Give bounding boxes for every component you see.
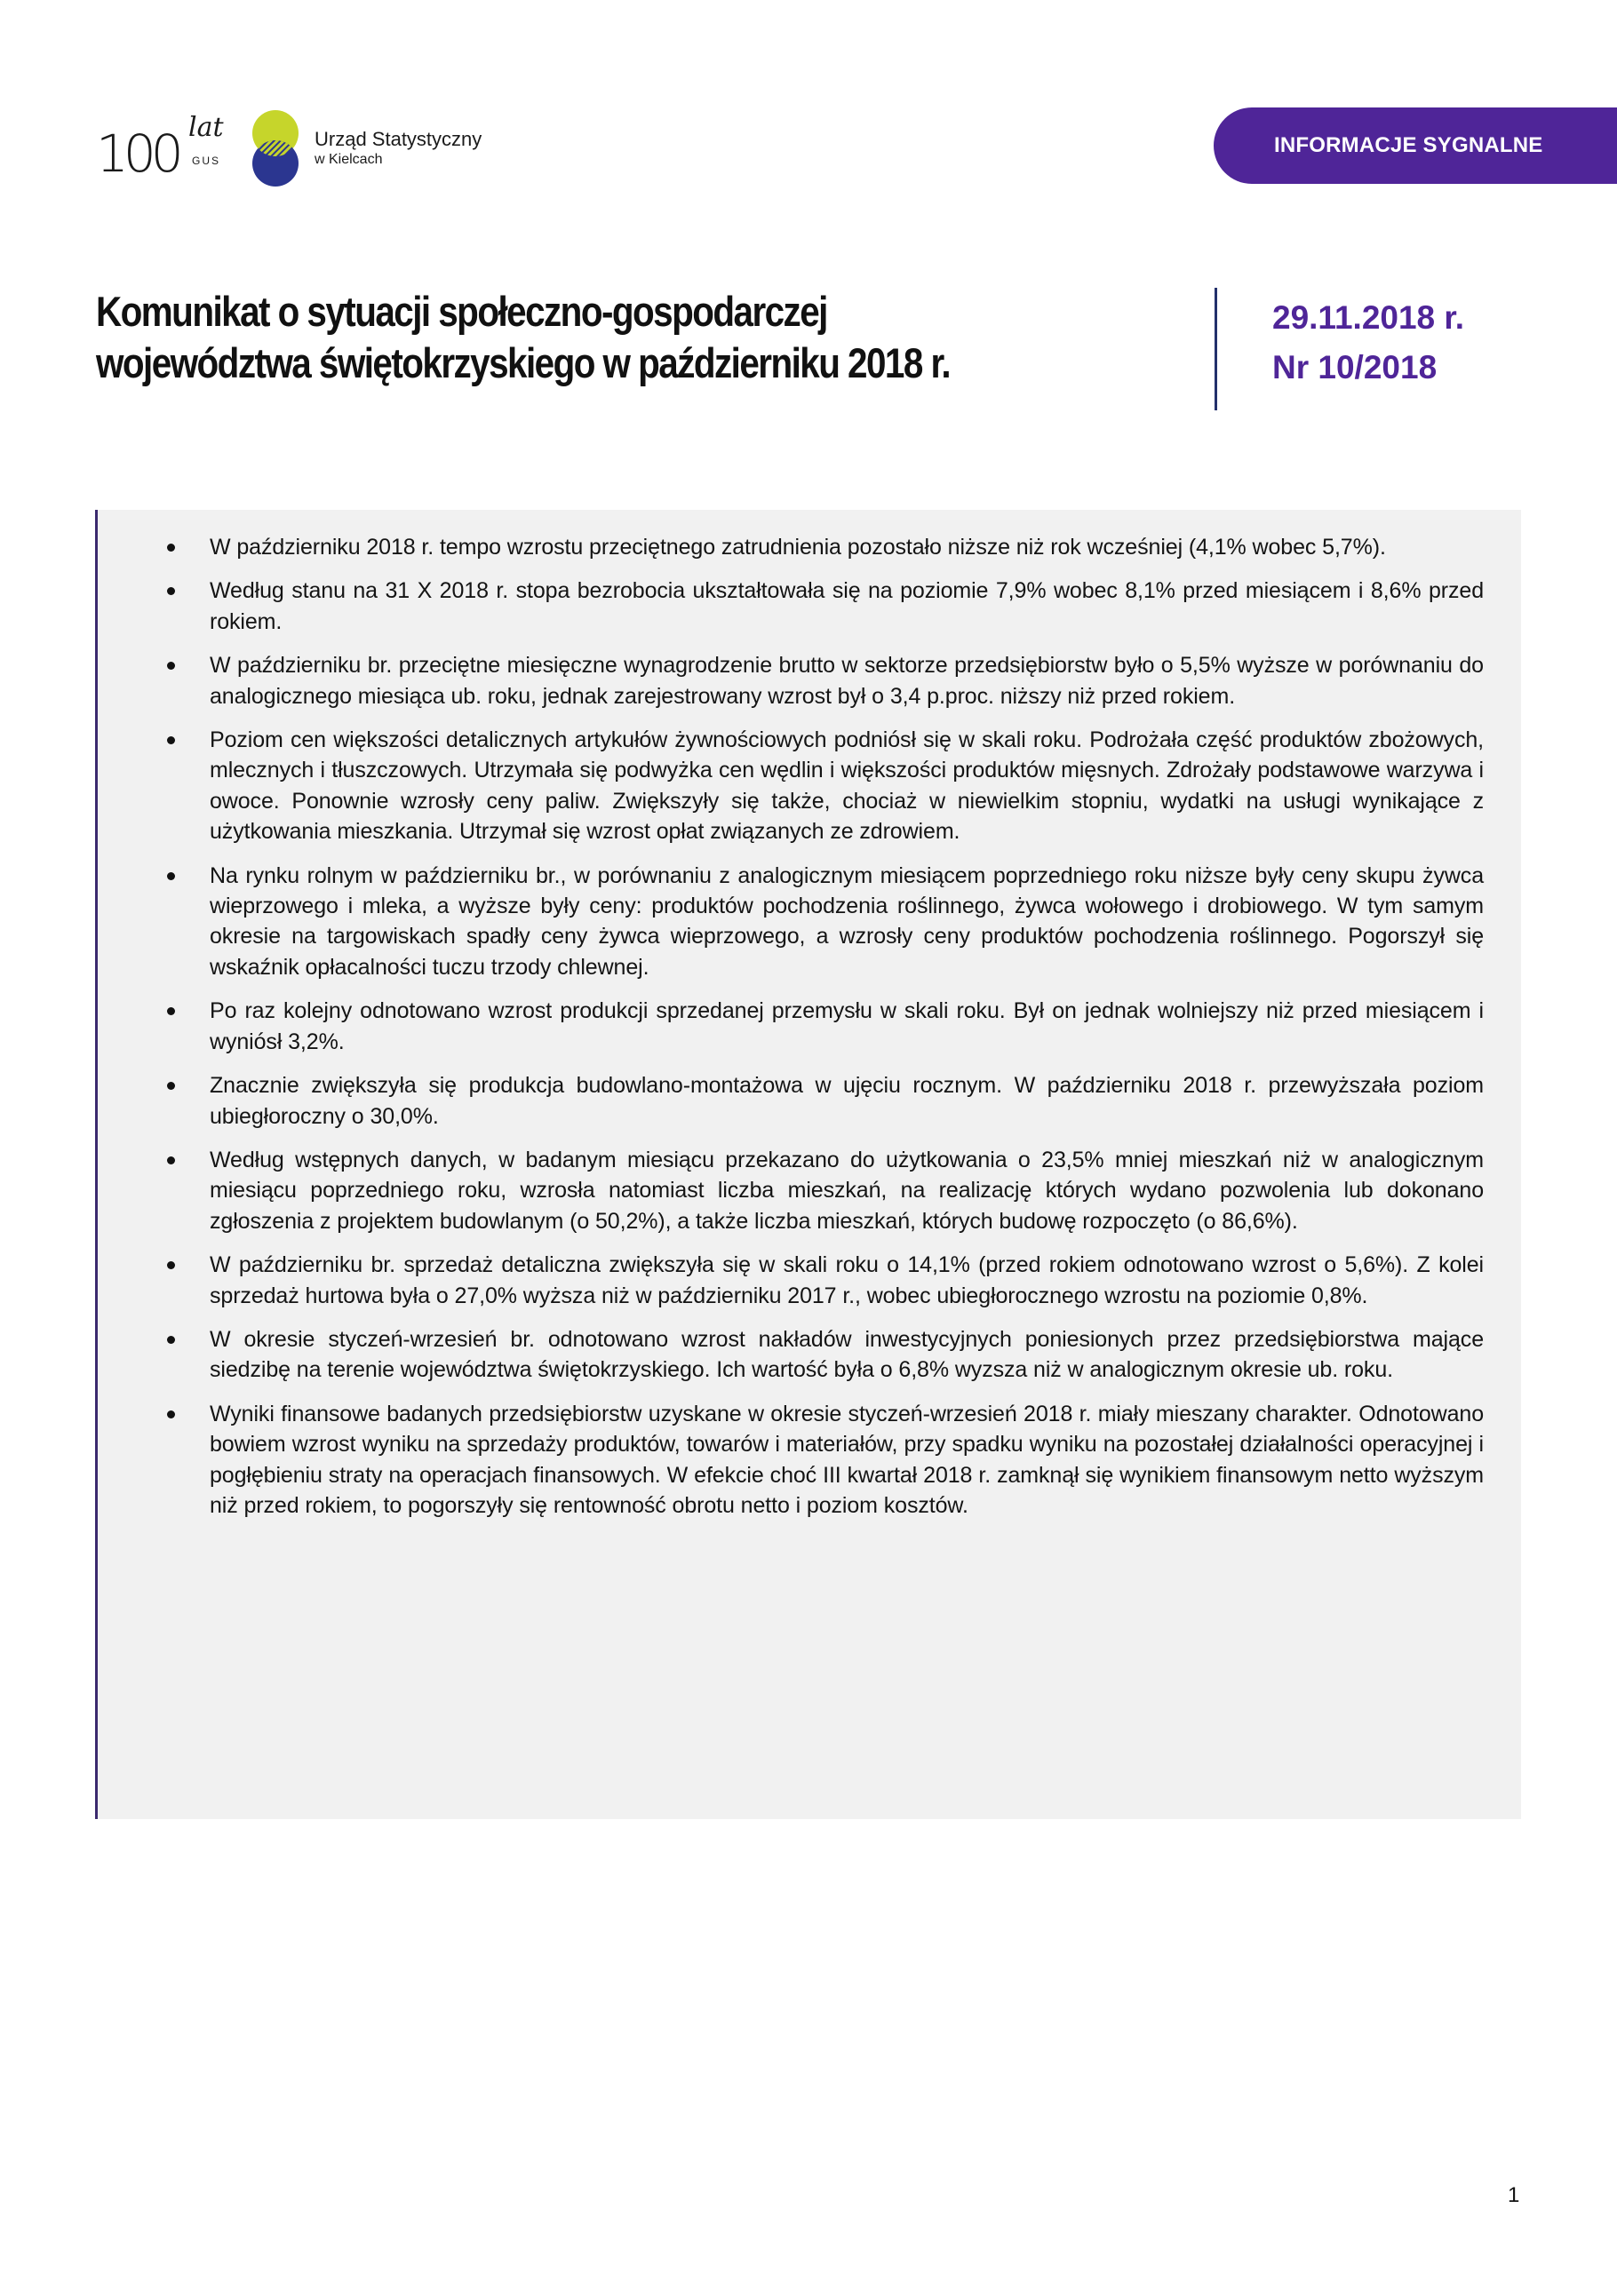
summary-item [98,1250,1502,1311]
summary-list [98,510,1521,1521]
bullet-icon [167,1336,175,1344]
summary-item [98,576,1502,637]
office-name: Urząd Statystyczny [315,128,482,150]
summary-item-text: Na rynku rolnym w październiku br., w porównaniu z analogicznym miesiącem poprzedniego roku niższe były ceny skupu żywca wieprzowego i mleka, a wyższe były ceny: produktów pochodzenia roślinnego, żywca wołowego i drobiowego. W tym samym okresie na targowiskach spadły ceny żywca wieprzowego, a wzrosły ceny produktów pochodzenia roślinnego. Pogorszył się wskaźnik opłacalności tuczu trzody chlewnej. [210,862,1484,980]
bullet-icon [167,872,175,880]
summary-item [98,532,1502,562]
anniversary-number: 100 [96,123,179,184]
summary-box [95,510,1521,1819]
document-type-label: INFORMACJE SYGNALNE [1274,133,1543,157]
summary-item [98,1145,1502,1236]
publication-meta [1272,293,1464,393]
bullet-icon [167,1156,175,1164]
office-location: w Kielcach [315,152,383,167]
summary-item-text: Według stanu na 31 X 2018 r. stopa bezrobocia ukształtowała się na poziomie 7,9% wobec 8,1% przed miesiącem i 8,6% przed rokiem. [210,578,1484,634]
page-title [96,286,1036,389]
summary-item-text: Według wstępnych danych, w badanym miesiącu przekazano do użytkowania o 23,5% mniej mieszkań niż w analogicznym miesiącu poprzedniego roku, wzrosła natomiast liczba mieszkań, na realizację których wydano pozwolenia lub dokonano zgłoszenia z projektem budowlanym (o 50,2%), a także liczba mieszkań, których budowę rozpoczęto (o 86,6%). [210,1147,1484,1234]
bullet-icon [167,1082,175,1090]
bullet-icon [167,736,175,744]
summary-item-text: Wyniki finansowe badanych przedsiębiorstw uzyskane w okresie styczeń-wrzesień 2018 r. miały mieszany charakter. Odnotowano bowiem wzrost wyniku na sprzedaży produktów, towarów i materiałów, przy spadku wyniku na pozostałej działalności operacyjnej i pogłębieniu straty na operacjach finansowych. W efekcie choć III kwartał 2018 r. zamknął się wynikiem finansowym netto wyższym niż przed rokiem, to pogorszyły się rentowność obrotu netto i poziom kosztów. [210,1401,1484,1518]
bullet-icon [167,544,175,552]
bullet-icon [167,587,175,595]
summary-item [98,1070,1502,1132]
title-line-1: Komunikat o sytuacji społeczno-gospodarczej [96,288,827,335]
summary-item-text: W październiku 2018 r. tempo wzrostu przeciętnego zatrudnienia pozostało niższe niż rok wcześniej (4,1% wobec 5,7%). [210,535,1386,560]
anniversary-logo [96,112,238,184]
publication-date: 29.11.2018 r. [1272,299,1465,336]
summary-item-text: W październiku br. przeciętne miesięczne wynagrodzenie brutto w sektorze przedsiębiorstw było o 5,5% wyższe w porównaniu do analogicznego miesiąca ub. roku, jednak zarejestrowany wzrost był o 3,4 p.proc. niższy niż przed rokiem. [210,653,1484,709]
anniversary-word: lat [188,112,224,143]
bullet-icon [167,1261,175,1269]
summary-item-text: W październiku br. sprzedaż detaliczna zwiększyła się w skali roku o 14,1% (przed rokiem odnotowano wzrost o 5,6%). Z kolei sprzedaż hurtowa była o 27,0% wyższa niż w październiku 2017 r., wobec ubiegłorocznego wzrostu na poziomie 0,8%. [210,1252,1484,1308]
gus-logo [96,108,482,188]
bullet-icon [167,1007,175,1015]
summary-item [98,861,1502,983]
bullet-icon [167,1410,175,1418]
publication-number: Nr 10/2018 [1272,349,1438,385]
statistical-office-emblem-icon [249,108,302,188]
page-number: 1 [1508,2183,1520,2207]
title-line-2: województwa świętokrzyskiego w październiku 2018 r. [96,339,951,386]
summary-item-text: Po raz kolejny odnotowano wzrost produkcji sprzedanej przemysłu w skali roku. Był on jednak wolniejszy niż przed miesiącem i wyniósł 3,2%. [210,998,1484,1054]
summary-item-text: Poziom cen większości detalicznych artykułów żywnościowych podniósł się w skali roku. Podrożała część produktów zbożowych, mlecznych i tłuszczowych. Utrzymała się podwyżka cen wędlin i większości produktów mięsnych. Zdrożały podstawowe warzywa i owoce. Ponownie wzrosły ceny paliw. Zwiększyły się także, chociaż w niewielkim stopniu, wydatki na usługi wynikające z użytkowania mieszkania. Utrzymał się wzrost opłat związanych ze zdrowiem. [210,727,1484,845]
anniversary-org: GUS [192,155,221,167]
summary-item [98,1399,1502,1521]
title-divider [1215,288,1217,410]
summary-item [98,725,1502,847]
summary-item [98,1324,1502,1386]
summary-item-text: W okresie styczeń-wrzesień br. odnotowano wzrost nakładów inwestycyjnych poniesionych przez przedsiębiorstwa mające siedzibę na terenie województwa świętokrzyskiego. Ich wartość była o 6,8% wyzsza niż w analogicznym okresie ub. roku. [210,1326,1484,1383]
bullet-icon [167,662,175,670]
summary-item [98,996,1502,1057]
summary-item [98,650,1502,711]
document-type-badge [1214,107,1617,184]
summary-item-text: Znacznie zwiększyła się produkcja budowlano-montażowa w ujęciu rocznym. W październiku 2018 r. przewyższała poziom ubiegłoroczny o 30,0%. [210,1073,1484,1129]
